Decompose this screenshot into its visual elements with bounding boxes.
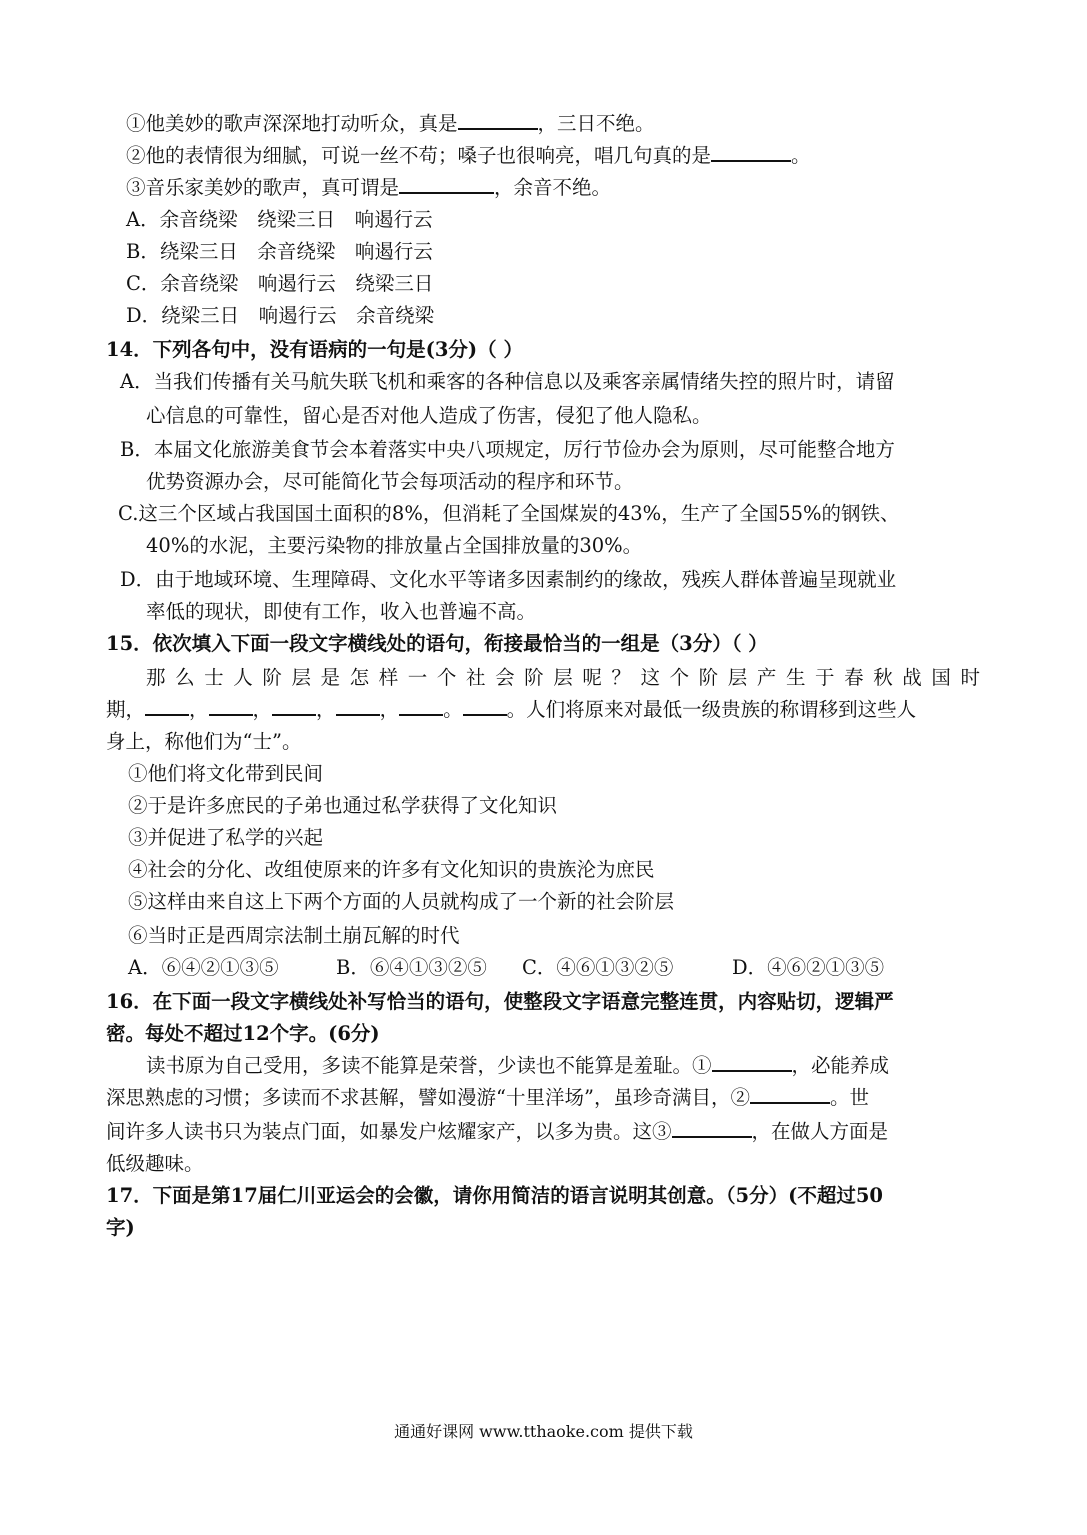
q15-passage-line-3: 身上，称他们为“士”。 xyxy=(106,730,302,753)
q16-stem-line-1: 16．在下面一段文字横线处补写恰当的语句，使整段文字语意完整连贯，内容贴切，逻辑严 xyxy=(106,990,894,1013)
q16-stem-line-2: 密。每处不超过12个字。(6分) xyxy=(106,1022,380,1045)
q14-option-d-line-1: D．由于地域环境、生理障碍、文化水平等诸多因素制约的缘故，残疾人群体普遍呈现就业 xyxy=(120,568,897,591)
answer-blank xyxy=(750,1082,830,1104)
answer-blank xyxy=(209,694,253,716)
q14-option-c-line-2: 40%的水泥，主要污染物的排放量占全国排放量的30%。 xyxy=(146,534,643,557)
q14-option-a-line-1: A．当我们传播有关马航失联飞机和乘客的各种信息以及乘客亲属情绪失控的照片时，请留 xyxy=(120,370,895,393)
q15-item-4: ④社会的分化、改组使原来的许多有文化知识的贵族沦为庶民 xyxy=(128,858,655,881)
answer-blank xyxy=(336,694,380,716)
q13-sentence-1: ①他美妙的歌声深深地打动听众，真是 ，三日不绝。 xyxy=(126,108,655,140)
q14-option-c-line-1: C.这三个区域占我国国土面积的8%，但消耗了全国煤炭的43%，生产了全国55%的钢铁、 xyxy=(118,502,900,525)
q15-item-2: ②于是许多庶民的子弟也通过私学获得了文化知识 xyxy=(128,794,558,817)
answer-blank xyxy=(145,694,189,716)
q15-stem: 15．依次填入下面一段文字横线处的语句，衔接最恰当的一组是（3分）（ ） xyxy=(106,632,768,655)
answer-blank xyxy=(711,140,791,162)
page-footer: 通通好课网 www.tthaoke.com 提供下载 xyxy=(394,1422,693,1441)
q13-option-b: B．绕梁三日 余音绕梁 响遏行云 xyxy=(126,240,433,263)
q14-stem: 14．下列各句中，没有语病的一句是(3分)（ ） xyxy=(106,338,523,361)
q15-option-a: A．⑥④②①③⑤ xyxy=(128,956,279,979)
answer-blank xyxy=(458,108,538,130)
q16-passage-line-4: 低级趣味。 xyxy=(106,1152,204,1175)
q17-stem-line-1: 17．下面是第17届仁川亚运会的会徽，请你用简洁的语言说明其创意。（5分）(不超过50 xyxy=(106,1184,883,1207)
q14-option-a-line-2: 心信息的可靠性，留心是否对他人造成了伤害，侵犯了他人隐私。 xyxy=(146,404,712,427)
q14-option-b-line-2: 优势资源办会，尽可能简化节会每项活动的程序和环节。 xyxy=(146,470,634,493)
answer-blank xyxy=(399,694,443,716)
q15-item-1: ①他们将文化带到民间 xyxy=(128,762,324,785)
answer-blank xyxy=(672,1116,752,1138)
q14-option-d-line-2: 率低的现状，即使有工作，收入也普遍不高。 xyxy=(146,600,537,623)
q13-option-a: A．余音绕梁 绕梁三日 响遏行云 xyxy=(126,208,433,231)
q15-option-b: B．⑥④①③②⑤ xyxy=(336,956,487,979)
q13-sentence-3: ③音乐家美妙的歌声，真可谓是 ，余音不绝。 xyxy=(126,172,611,204)
q16-passage-line-2: 深思熟虑的习惯；多读而不求甚解，譬如漫游“十里洋场”，虽珍奇满目，② 。世 xyxy=(106,1082,869,1114)
q15-option-d: D．④⑥②①③⑤ xyxy=(732,956,885,979)
q13-option-d: D．绕梁三日 响遏行云 余音绕梁 xyxy=(126,304,435,327)
answer-blank xyxy=(463,694,507,716)
answer-blank xyxy=(712,1050,792,1072)
answer-blank xyxy=(272,694,316,716)
q13-option-c: C．余音绕梁 响遏行云 绕梁三日 xyxy=(126,272,434,295)
q14-option-b-line-1: B．本届文化旅游美食节会本着落实中央八项规定，厉行节俭办会为原则，尽可能整合地方 xyxy=(120,438,895,461)
q17-stem-line-2: 字) xyxy=(106,1216,135,1239)
q15-item-5: ⑤这样由来自这上下两个方面的人员就构成了一个新的社会阶层 xyxy=(128,890,675,913)
q15-passage-line-2: 期， ， ， ， ， 。 。人们将原来对最低一级贵族的称谓移到这些人 xyxy=(106,694,916,726)
q15-passage-line-1: 那么士人阶层是怎样一个社会阶层呢？这个阶层产生于春秋战国时 xyxy=(146,666,980,689)
q16-passage-line-3: 间许多人读书只为装点门面，如暴发户炫耀家产，以多为贵。这③ ，在做人方面是 xyxy=(106,1116,888,1148)
q15-option-c: C．④⑥①③②⑤ xyxy=(522,956,674,979)
q15-item-6: ⑥当时正是西周宗法制土崩瓦解的时代 xyxy=(128,924,460,947)
q13-sentence-2: ②他的表情很为细腻，可说一丝不苟；嗓子也很响亮，唱几句真的是 。 xyxy=(126,140,811,172)
answer-blank xyxy=(399,172,494,194)
q15-item-3: ③并促进了私学的兴起 xyxy=(128,826,324,849)
q16-passage-line-1: 读书原为自己受用，多读不能算是荣誉，少读也不能算是羞耻。① ，必能养成 xyxy=(146,1050,889,1082)
